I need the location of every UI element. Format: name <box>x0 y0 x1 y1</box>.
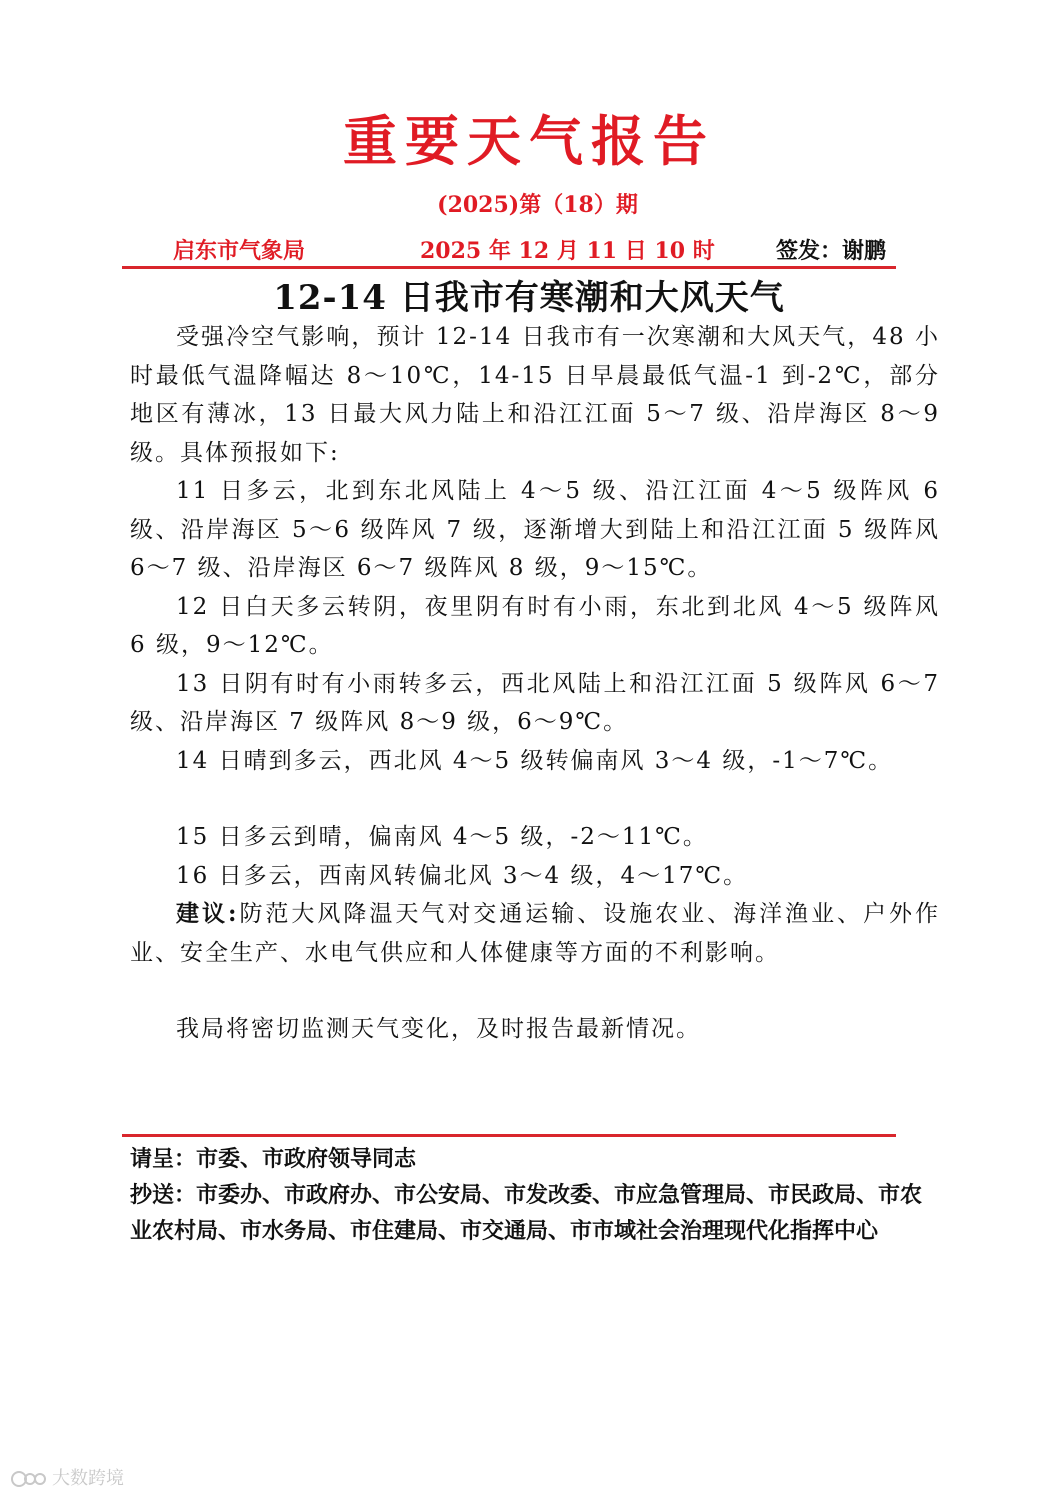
submit-to: 请呈：市委、市政府领导同志 <box>130 1146 417 1172</box>
forecast-day-11: 11 日多云，北到东北风陆上 4～5 级、沿江江面 4～5 级阵风 6 级、沿岸海区 5～6 级阵风 7 级，逐渐增大到陆上和沿江江面 5 级阵风 6～7 级、沿岸海区 6～7 级阵风 8 级，9～15℃。 <box>130 478 940 581</box>
advice-label: 建议: <box>176 900 239 927</box>
issue-number: (2025)第（18）期 <box>437 192 638 218</box>
issue-datetime: 2025 年 12 月 11 日 10 时 <box>420 238 715 264</box>
intro-paragraph: 受强冷空气影响，预计 12-14 日我市有一次寒潮和大风天气，48 小时最低气温降幅达 8～10℃，14-15 日早晨最低气温-1 到-2℃，部分地区有薄冰，13 日最大风力陆上和沿江江面 5～7 级、沿岸海区 8～9 级。具体预报如下: <box>130 324 940 466</box>
forecast-day-14: 14 日晴到多云，西北风 4～5 级转偏南风 3～4 级，-1～7℃。 <box>176 747 894 774</box>
distribution-footer <box>130 1141 930 1249</box>
advice-paragraph <box>130 895 940 972</box>
carbon-copy: 抄送：市委办、市政府办、市公安局、市发改委、市应急管理局、市民政局、市农业农村局、市水务局、市住建局、市交通局、市市域社会治理现代化指挥中心 <box>130 1182 923 1244</box>
closing-paragraph: 我局将密切监测天气变化，及时报告最新情况。 <box>176 1016 701 1042</box>
footer-divider <box>122 1134 896 1137</box>
watermark-logo-icon <box>10 1469 48 1489</box>
report-body <box>130 318 940 1049</box>
forecast-day-15: 15 日多云到晴，偏南风 4～5 级，-2～11℃。 <box>176 824 708 850</box>
signer: 签发：谢鹏 <box>776 238 887 264</box>
issuing-organization: 启东市气象局 <box>173 238 306 264</box>
forecast-day-12: 12 日白天多云转阴，夜里阴有时有小雨，东北到北风 4～5 级阵风 6 级，9～12℃。 <box>130 593 940 658</box>
report-title: 重要天气报告 <box>343 109 715 173</box>
watermark <box>10 1464 124 1490</box>
advice-text: 防范大风降温天气对交通运输、设施农业、海洋渔业、户外作业、安全生产、水电气供应和人体健康等方面的不利影响。 <box>130 901 941 966</box>
forecast-day-13: 13 日阴有时有小雨转多云，西北风陆上和沿江江面 5 级阵风 6～7 级、沿岸海区 7 级阵风 8～9 级，6～9℃。 <box>130 670 940 735</box>
header-divider <box>122 266 896 269</box>
watermark-text: 大数跨境 <box>52 1468 124 1489</box>
headline: 12-14 日我市有寒潮和大风天气 <box>273 278 785 318</box>
forecast-day-16: 16 日多云，西南风转偏北风 3～4 级，4～17℃。 <box>176 862 749 889</box>
